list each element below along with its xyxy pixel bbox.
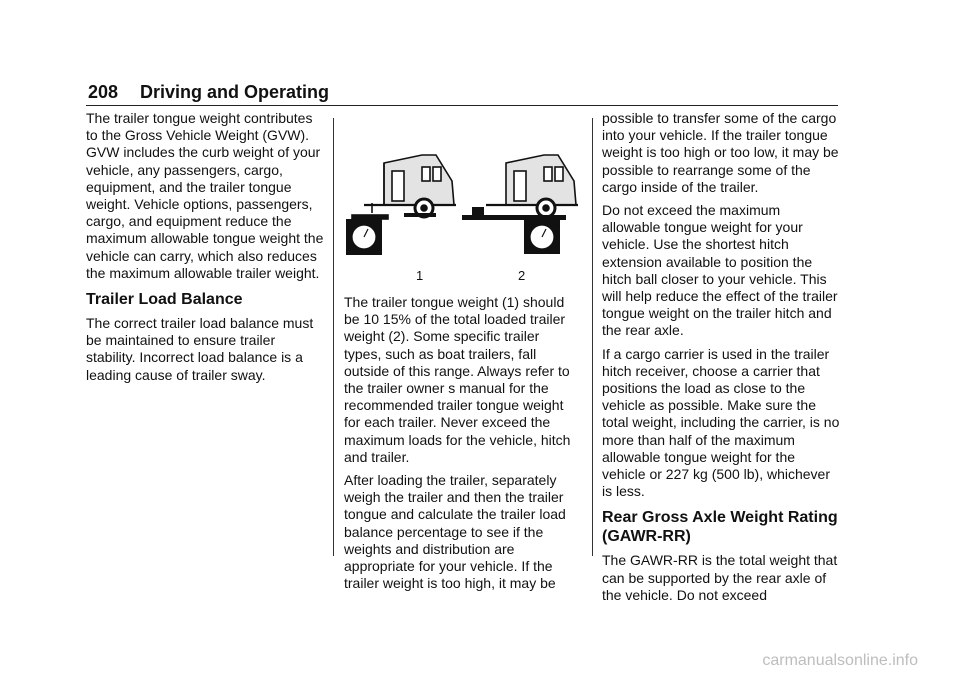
gawr-rr-paragraph: The GAWR-RR is the total weight that can be supported by the rear axle of the vehicle. Do not exceed xyxy=(602,552,838,603)
tongue-weight-paragraph: The trailer tongue weight (1) should be 10 15% of the total loaded trailer weight (2). Some specific trailer types, such as boat trailers, fall outside of this range. Always refer to the trailer owner s manual for the recommended trailer tongue weight for each trailer. Never exceed the maximum loads for the vehicle, hitch and trailer. xyxy=(344,294,571,465)
max-tongue-weight-paragraph: Do not exceed the maximum allowable tongue weight for your vehicle. Use the shortest hitch extension available to position the hitch ball closer to your vehicle. This will help reduce the effect of the trailer tongue weight on the trailer hitch and the rear axle. xyxy=(602,202,838,339)
column-divider-2 xyxy=(592,118,593,556)
page-number: 208 xyxy=(88,82,119,102)
weigh-trailer-paragraph: After loading the trailer, separately weigh the trailer and then the trailer tongue and calculate the trailer load balance percentage to see if the weights and distribution are appropriate for your vehicle. If the trailer weight is too high, it may be xyxy=(344,472,566,592)
trailer-2-illustration xyxy=(462,155,578,254)
transfer-cargo-paragraph: possible to transfer some of the cargo into your vehicle. If the trailer tongue weight is too high or too low, it may be possible to rearrange some of the cargo inside of the trailer. xyxy=(602,110,839,195)
trailer-scale-illustration xyxy=(344,145,580,263)
gawr-rr-heading: Rear Gross Axle Weight Rating (GAWR-RR) xyxy=(602,509,838,546)
column-2 xyxy=(344,110,580,598)
figure-label-1: 1 xyxy=(416,268,424,283)
section-title: Driving and Operating xyxy=(140,82,330,102)
column-1 xyxy=(86,110,324,390)
trailer-load-balance-heading: Trailer Load Balance xyxy=(86,291,243,309)
watermark: carmanualsonline.info xyxy=(762,652,918,669)
cargo-carrier-paragraph: If a cargo carrier is used in the trailer hitch receiver, choose a carrier that positions the load as close to the vehicle as possible. Make sure the total weight, including the carrier, is no more than half of the maximum allowable tongue weight for the vehicle or 227 kg (500 lb), whichever is less. xyxy=(602,345,840,500)
intro-paragraph: The trailer tongue weight contributes to the Gross Vehicle Weight (GVW). GVW includes the curb weight of your vehicle, any passengers, cargo, equipment, and the trailer tongue weight. Vehicle options, passengers, cargo, and equipment reduce the maximum allowable tongue weight the vehicle can carry, which also reduces the maximum allowable trailer weight. xyxy=(86,110,324,281)
figure-label-2: 2 xyxy=(518,268,526,283)
header-rule xyxy=(86,105,838,106)
trailer-1-illustration xyxy=(346,155,456,255)
load-balance-paragraph: The correct trailer load balance must be maintained to ensure trailer stability. Incorrect load balance is a leading cause of trailer sway. xyxy=(86,315,314,383)
column-3 xyxy=(602,110,842,610)
trailer-weight-figure xyxy=(344,110,580,283)
column-divider-1 xyxy=(333,118,334,556)
